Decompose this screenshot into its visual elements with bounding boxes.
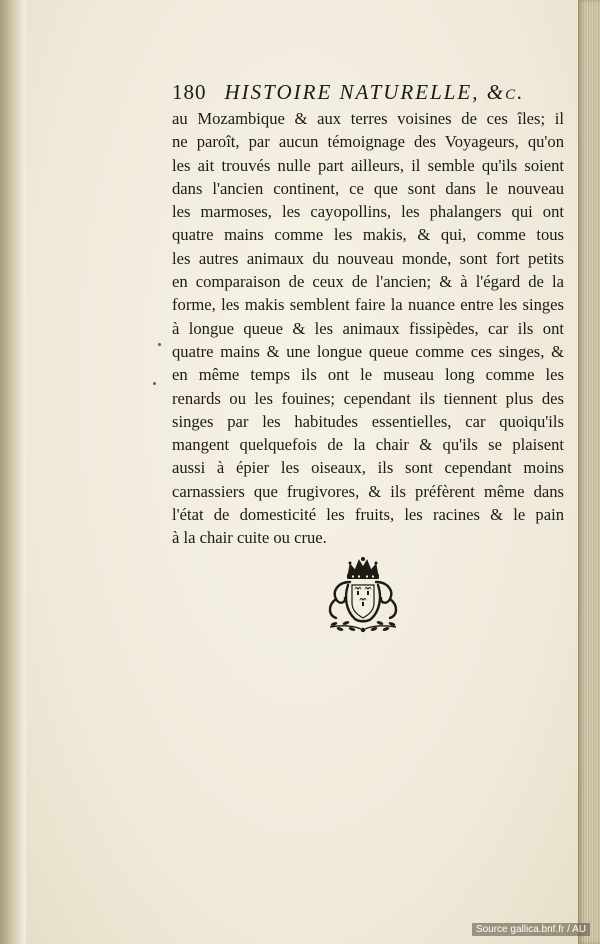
text-line: les autres animaux du nouveau monde, sont fort petits <box>172 248 564 268</box>
text-line: ne paroît, par aucun témoignage des Voyageurs, qu'on <box>172 132 564 152</box>
book-title: HISTOIRE NATURELLE, &c. <box>224 80 525 104</box>
crown-icon <box>347 557 379 579</box>
page-number: 180 <box>172 80 207 104</box>
text-line: en même temps ils ont le museau long comme les <box>172 365 564 385</box>
text-line: forme, les makis semblent faire la nuance entre les singes <box>172 295 564 315</box>
text-line: quatre mains & une longue queue comme ces singes, & <box>172 341 564 361</box>
book-binding-shadow <box>0 0 26 944</box>
text-line: mangent quelquefois de la chair & qu'ils se plaisent <box>172 435 564 455</box>
text-line: à longue queue & les animaux fissipèdes, car ils ont <box>172 318 564 338</box>
crown-fleur-de-lis-ornament-icon <box>320 555 406 641</box>
text-line: au Mozambique & aux terres voisines de ces îles; il <box>172 109 564 128</box>
text-line: l'état de domesticité les fruits, les racines & le pain <box>172 505 564 525</box>
ink-speck <box>153 382 156 385</box>
text-line: carnassiers que frugivores, & ils préfèrent même dans <box>172 481 564 501</box>
text-line: renards ou les fouines; cependant ils tiennent plus des <box>172 388 564 408</box>
text-line: les ait trouvés nulle part ailleurs, il semble qu'ils soient <box>172 155 564 175</box>
page-edges <box>578 0 600 944</box>
text-line: singes par les habitudes essentielles, car quoiqu'ils <box>172 411 564 431</box>
shield-icon <box>352 585 374 618</box>
text-line: aussi à épier les oiseaux, ils sont cependant moins <box>172 458 564 478</box>
text-line: quatre mains comme les makis, & qui, comme tous <box>172 225 564 245</box>
running-head <box>172 80 572 110</box>
body-text <box>172 107 564 550</box>
ink-speck <box>158 343 161 346</box>
text-line: en comparaison de ceux de l'ancien; & à l'égard de la <box>172 272 564 292</box>
text-line-last: à la chair cuite ou crue. <box>172 528 327 548</box>
text-line: dans l'ancien continent, ce que sont dans le nouveau <box>172 178 564 198</box>
source-credit: Source gallica.bnf.fr / AU <box>472 923 590 936</box>
text-line: les marmoses, les cayopollins, les phalangers qui ont <box>172 202 564 222</box>
